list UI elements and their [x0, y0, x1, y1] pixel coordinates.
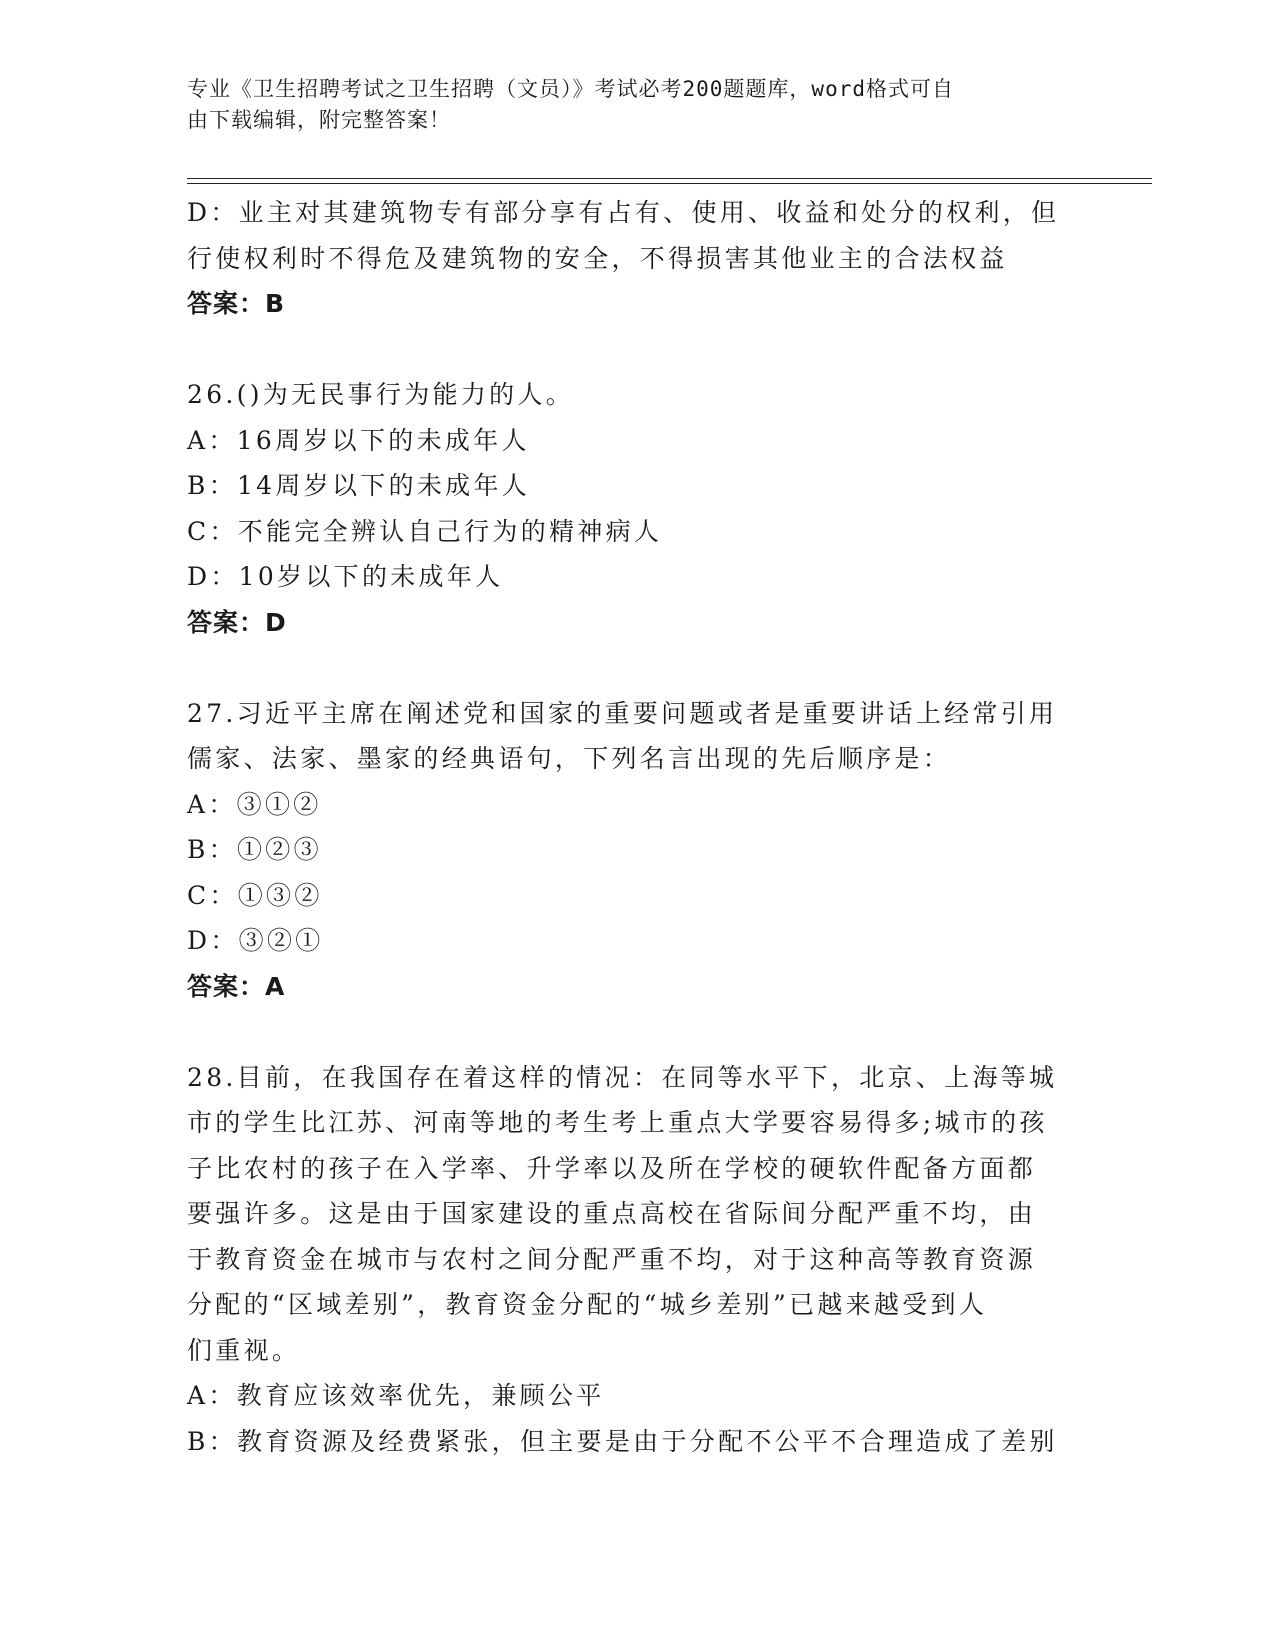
spacer: [187, 645, 1087, 691]
question-stem: 子比农村的孩子在入学率、升学率以及所在学校的硬软件配备方面都: [187, 1153, 1037, 1183]
question-stem: 26.()为无民事行为能力的人。: [187, 380, 575, 409]
question-27: [187, 691, 1087, 1010]
document-header: [187, 74, 1067, 136]
header-line-1: 专业《卫生招聘考试之卫生招聘（文员）》考试必考200题题库，word格式可自: [187, 77, 954, 101]
option-d: D：10岁以下的未成年人: [187, 562, 504, 591]
question-stem: 们重视。: [187, 1335, 301, 1365]
question-28: [187, 1055, 1087, 1465]
question-stem: 儒家、法家、墨家的经典语句，下列名言出现的先后顺序是：: [187, 744, 952, 773]
option-b: B：①②③: [187, 835, 322, 864]
option-a: A：教育应该效率优先，兼顾公平: [187, 1381, 605, 1410]
question-stem: 28.目前，在我国存在着这样的情况：在同等水平下，北京、上海等城: [187, 1062, 1058, 1092]
answer-label: 答案：B: [187, 289, 286, 318]
header-divider-top: [187, 178, 1152, 179]
option-b: B：14周岁以下的未成年人: [187, 471, 531, 500]
option-d: D：③②①: [187, 926, 324, 955]
prev-question: [187, 190, 1087, 327]
spacer: [187, 1009, 1087, 1055]
spacer: [187, 327, 1087, 373]
question-26: [187, 372, 1087, 645]
question-stem: 分配的“区域差别”，教育资金分配的“城乡差别”已越来越受到人: [187, 1290, 988, 1319]
option-text: 行使权利时不得危及建筑物的安全，不得损害其他业主的合法权益: [187, 243, 1008, 273]
option-a: A：③①②: [187, 789, 322, 819]
question-stem: 要强许多。这是由于国家建设的重点高校在省际间分配严重不均，由: [187, 1199, 1037, 1228]
option-c: C：不能完全辨认自己行为的精神病人: [187, 516, 663, 546]
answer-label: 答案：D: [187, 607, 287, 637]
option-b: B：教育资源及经费紧张，但主要是由于分配不公平不合理造成了差别: [187, 1426, 1058, 1456]
header-divider-bottom: [187, 183, 1152, 184]
header-line-2: 由下载编辑，附完整答案！: [187, 108, 451, 132]
answer-label: 答案：A: [187, 971, 286, 1001]
option-a: A：16周岁以下的未成年人: [187, 425, 530, 455]
option-text: D：业主对其建筑物专有部分享有占有、使用、收益和处分的权利，但: [187, 198, 1060, 227]
option-c: C：①③②: [187, 880, 323, 910]
question-stem: 市的学生比江苏、河南等地的考生考上重点大学要容易得多;城市的孩: [187, 1108, 1048, 1137]
document-body: [187, 190, 1087, 1464]
question-stem: 于教育资金在城市与农村之间分配严重不均，对于这种高等教育资源: [187, 1244, 1037, 1274]
question-stem: 27.习近平主席在阐述党和国家的重要问题或者是重要讲话上经常引用: [187, 698, 1058, 728]
